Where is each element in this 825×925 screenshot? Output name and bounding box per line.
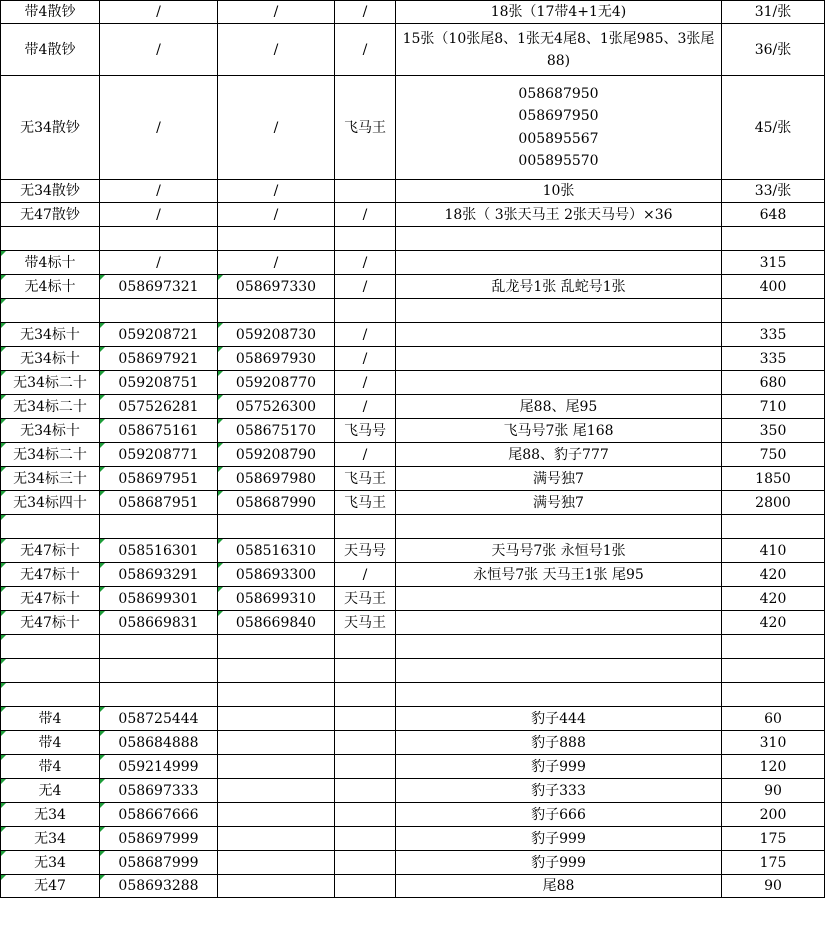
note-cell[interactable]: 尾88、尾95 xyxy=(396,395,722,419)
table-row xyxy=(1,467,825,491)
type-cell[interactable] xyxy=(1,299,100,323)
table-row xyxy=(1,76,825,180)
table-row xyxy=(1,443,825,467)
tag-cell[interactable]: / xyxy=(335,347,396,371)
note-cell[interactable]: 豹子999 xyxy=(396,755,722,779)
price-cell[interactable]: 90 xyxy=(722,875,825,898)
tag-cell[interactable] xyxy=(335,851,396,875)
type-cell[interactable]: 无34标十 xyxy=(1,347,100,371)
table-row xyxy=(1,180,825,203)
price-cell[interactable]: 315 xyxy=(722,251,825,275)
tag-cell[interactable] xyxy=(335,803,396,827)
table-row xyxy=(1,275,825,299)
type-cell[interactable]: 无34 xyxy=(1,827,100,851)
note-cell[interactable]: 豹子444 xyxy=(396,707,722,731)
type-cell[interactable]: 带4散钞 xyxy=(1,24,100,76)
end-serial-cell[interactable] xyxy=(218,851,335,875)
type-cell[interactable]: 无34散钞 xyxy=(1,180,100,203)
tag-cell[interactable] xyxy=(335,683,396,707)
start-serial-cell[interactable]: / xyxy=(100,203,218,227)
type-cell[interactable]: 无34标十 xyxy=(1,419,100,443)
end-serial-cell[interactable] xyxy=(218,875,335,898)
tag-cell[interactable] xyxy=(335,635,396,659)
type-cell[interactable]: 带4 xyxy=(1,707,100,731)
note-cell[interactable] xyxy=(396,347,722,371)
type-cell[interactable]: 无34散钞 xyxy=(1,76,100,180)
end-serial-cell[interactable]: 058675170 xyxy=(218,419,335,443)
price-cell[interactable]: 33/张 xyxy=(722,180,825,203)
type-cell[interactable]: 带4散钞 xyxy=(1,1,100,24)
type-cell[interactable]: 无47标十 xyxy=(1,611,100,635)
start-serial-cell[interactable]: 058669831 xyxy=(100,611,218,635)
end-serial-cell[interactable]: / xyxy=(218,180,335,203)
type-cell[interactable] xyxy=(1,227,100,251)
end-serial-cell[interactable] xyxy=(218,779,335,803)
price-cell[interactable] xyxy=(722,635,825,659)
end-serial-cell[interactable] xyxy=(218,659,335,683)
end-serial-cell[interactable]: 058697980 xyxy=(218,467,335,491)
note-cell[interactable]: 豹子999 xyxy=(396,827,722,851)
tag-cell[interactable]: / xyxy=(335,251,396,275)
type-cell[interactable]: 无47标十 xyxy=(1,539,100,563)
tag-cell[interactable]: / xyxy=(335,395,396,419)
note-cell[interactable] xyxy=(396,323,722,347)
price-cell[interactable]: 335 xyxy=(722,347,825,371)
price-cell[interactable] xyxy=(722,659,825,683)
table-row xyxy=(1,371,825,395)
tag-cell[interactable] xyxy=(335,755,396,779)
tag-cell[interactable] xyxy=(335,515,396,539)
table-row xyxy=(1,683,825,707)
start-serial-cell[interactable]: 058687951 xyxy=(100,491,218,515)
price-cell[interactable]: 36/张 xyxy=(722,24,825,76)
end-serial-cell[interactable]: / xyxy=(218,1,335,24)
end-serial-cell[interactable] xyxy=(218,731,335,755)
note-cell[interactable]: 豹子666 xyxy=(396,803,722,827)
note-cell[interactable] xyxy=(396,659,722,683)
tag-cell[interactable] xyxy=(335,707,396,731)
type-cell[interactable]: 无34标二十 xyxy=(1,395,100,419)
note-cell[interactable]: 18张（ 3张天马王 2张天马号）×36 xyxy=(396,203,722,227)
table-row xyxy=(1,827,825,851)
price-cell[interactable]: 400 xyxy=(722,275,825,299)
end-serial-cell[interactable]: 058699310 xyxy=(218,587,335,611)
note-cell[interactable] xyxy=(396,227,722,251)
end-serial-cell[interactable] xyxy=(218,827,335,851)
end-serial-cell[interactable] xyxy=(218,227,335,251)
end-serial-cell[interactable] xyxy=(218,515,335,539)
end-serial-cell[interactable] xyxy=(218,707,335,731)
tag-cell[interactable] xyxy=(335,180,396,203)
note-cell[interactable] xyxy=(396,683,722,707)
table-row xyxy=(1,803,825,827)
note-cell[interactable]: 尾88、豹子777 xyxy=(396,443,722,467)
note-cell[interactable]: 10张 xyxy=(396,180,722,203)
start-serial-cell[interactable]: 058725444 xyxy=(100,707,218,731)
table-row xyxy=(1,707,825,731)
start-serial-cell[interactable]: 058693291 xyxy=(100,563,218,587)
tag-cell[interactable]: / xyxy=(335,275,396,299)
tag-cell[interactable]: / xyxy=(335,24,396,76)
end-serial-cell[interactable] xyxy=(218,683,335,707)
tag-cell[interactable]: / xyxy=(335,1,396,24)
note-cell[interactable]: 豹子888 xyxy=(396,731,722,755)
table-row xyxy=(1,875,825,898)
type-cell[interactable] xyxy=(1,683,100,707)
price-cell[interactable]: 2800 xyxy=(722,491,825,515)
start-serial-cell[interactable]: 058697999 xyxy=(100,827,218,851)
price-cell[interactable] xyxy=(722,299,825,323)
end-serial-cell[interactable]: 058516310 xyxy=(218,539,335,563)
note-cell[interactable]: 永恒号7张 天马王1张 尾95 xyxy=(396,563,722,587)
price-cell[interactable]: 175 xyxy=(722,827,825,851)
price-cell[interactable]: 750 xyxy=(722,443,825,467)
end-serial-cell[interactable]: 059208770 xyxy=(218,371,335,395)
note-cell[interactable]: 飞马号7张 尾168 xyxy=(396,419,722,443)
start-serial-cell[interactable]: / xyxy=(100,1,218,24)
serial-list-item: 058697950 xyxy=(518,108,599,124)
price-cell[interactable]: 31/张 xyxy=(722,1,825,24)
serial-list-item: 058687950 xyxy=(518,85,599,102)
tag-cell[interactable]: / xyxy=(335,323,396,347)
tag-cell[interactable]: / xyxy=(335,443,396,467)
end-serial-cell[interactable]: 059208730 xyxy=(218,323,335,347)
note-cell[interactable]: 15张（10张尾8、1张无4尾8、1张尾985、3张尾88) xyxy=(396,24,722,76)
end-serial-cell[interactable]: 058687990 xyxy=(218,491,335,515)
type-cell[interactable]: 无34标十 xyxy=(1,323,100,347)
start-serial-cell[interactable]: 058693288 xyxy=(100,875,218,898)
price-cell[interactable] xyxy=(722,515,825,539)
end-serial-cell[interactable]: 058693300 xyxy=(218,563,335,587)
end-serial-cell[interactable]: / xyxy=(218,251,335,275)
start-serial-cell[interactable]: 059208721 xyxy=(100,323,218,347)
type-cell[interactable]: 无47散钞 xyxy=(1,203,100,227)
start-serial-cell[interactable] xyxy=(100,299,218,323)
end-serial-cell[interactable]: / xyxy=(218,24,335,76)
price-table-body xyxy=(1,1,825,898)
start-serial-cell[interactable]: / xyxy=(100,180,218,203)
price-cell[interactable]: 710 xyxy=(722,395,825,419)
table-row xyxy=(1,491,825,515)
tag-cell[interactable]: / xyxy=(335,203,396,227)
end-serial-cell[interactable]: 058697930 xyxy=(218,347,335,371)
tag-cell[interactable]: 天马王 xyxy=(335,587,396,611)
note-cell[interactable]: 满号独7 xyxy=(396,467,722,491)
end-serial-cell[interactable]: 058669840 xyxy=(218,611,335,635)
table-row xyxy=(1,323,825,347)
tag-cell[interactable] xyxy=(335,227,396,251)
start-serial-cell[interactable]: / xyxy=(100,24,218,76)
table-row xyxy=(1,779,825,803)
start-serial-cell[interactable]: 058699301 xyxy=(100,587,218,611)
price-cell[interactable]: 420 xyxy=(722,611,825,635)
note-cell[interactable]: 豹子333 xyxy=(396,779,722,803)
note-cell[interactable] xyxy=(396,76,722,180)
price-cell[interactable]: 60 xyxy=(722,707,825,731)
note-cell[interactable] xyxy=(396,635,722,659)
type-cell[interactable]: 无34 xyxy=(1,803,100,827)
table-row xyxy=(1,611,825,635)
tag-cell[interactable]: 飞马王 xyxy=(335,491,396,515)
start-serial-cell[interactable]: 059214999 xyxy=(100,755,218,779)
type-cell[interactable]: 无34标四十 xyxy=(1,491,100,515)
type-cell[interactable]: 无34标二十 xyxy=(1,443,100,467)
price-cell[interactable]: 45/张 xyxy=(722,76,825,180)
price-cell[interactable]: 310 xyxy=(722,731,825,755)
type-cell[interactable]: 无4标十 xyxy=(1,275,100,299)
end-serial-cell[interactable] xyxy=(218,755,335,779)
start-serial-cell[interactable]: 058697951 xyxy=(100,467,218,491)
price-cell[interactable]: 420 xyxy=(722,587,825,611)
table-row xyxy=(1,635,825,659)
tag-cell[interactable] xyxy=(335,875,396,898)
type-cell[interactable]: 无4 xyxy=(1,779,100,803)
price-cell[interactable] xyxy=(722,683,825,707)
end-serial-cell[interactable]: / xyxy=(218,203,335,227)
start-serial-cell[interactable]: 058516301 xyxy=(100,539,218,563)
start-serial-cell[interactable]: 058697321 xyxy=(100,275,218,299)
note-cell[interactable] xyxy=(396,251,722,275)
price-cell[interactable]: 335 xyxy=(722,323,825,347)
note-cell[interactable]: 满号独7 xyxy=(396,491,722,515)
note-cell[interactable]: 18张（17带4+1无4) xyxy=(396,1,722,24)
type-cell[interactable]: 无47标十 xyxy=(1,587,100,611)
price-cell[interactable]: 350 xyxy=(722,419,825,443)
note-cell[interactable] xyxy=(396,515,722,539)
table-row xyxy=(1,203,825,227)
note-cell[interactable] xyxy=(396,587,722,611)
type-cell[interactable]: 带4 xyxy=(1,755,100,779)
price-cell[interactable] xyxy=(722,227,825,251)
tag-cell[interactable] xyxy=(335,299,396,323)
table-row xyxy=(1,395,825,419)
tag-cell[interactable]: 天马号 xyxy=(335,539,396,563)
tag-cell[interactable]: 天马王 xyxy=(335,611,396,635)
start-serial-cell[interactable] xyxy=(100,635,218,659)
price-cell[interactable]: 120 xyxy=(722,755,825,779)
tag-cell[interactable]: / xyxy=(335,563,396,587)
start-serial-cell[interactable]: 059208771 xyxy=(100,443,218,467)
end-serial-cell[interactable]: 059208790 xyxy=(218,443,335,467)
start-serial-cell[interactable]: 058687999 xyxy=(100,851,218,875)
note-cell[interactable]: 乱龙号1张 乱蛇号1张 xyxy=(396,275,722,299)
end-serial-cell[interactable] xyxy=(218,299,335,323)
note-cell[interactable]: 天马号7张 永恒号1张 xyxy=(396,539,722,563)
tag-cell[interactable]: 飞马王 xyxy=(335,76,396,180)
tag-cell[interactable]: 飞马号 xyxy=(335,419,396,443)
table-row xyxy=(1,731,825,755)
price-cell[interactable]: 1850 xyxy=(722,467,825,491)
table-row xyxy=(1,251,825,275)
start-serial-cell[interactable]: 059208751 xyxy=(100,371,218,395)
type-cell[interactable]: 带4 xyxy=(1,731,100,755)
tag-cell[interactable] xyxy=(335,827,396,851)
tag-cell[interactable]: / xyxy=(335,371,396,395)
table-row xyxy=(1,563,825,587)
start-serial-cell[interactable]: 058684888 xyxy=(100,731,218,755)
note-cell[interactable]: 尾88 xyxy=(396,875,722,898)
end-serial-cell[interactable]: 058697330 xyxy=(218,275,335,299)
tag-cell[interactable]: 飞马王 xyxy=(335,467,396,491)
type-cell[interactable]: 无34标三十 xyxy=(1,467,100,491)
table-row xyxy=(1,347,825,371)
table-row xyxy=(1,227,825,251)
table-row xyxy=(1,755,825,779)
table-row xyxy=(1,299,825,323)
serial-list-item: 005895570 xyxy=(518,153,599,169)
note-cell[interactable]: 豹子999 xyxy=(396,851,722,875)
table-row xyxy=(1,539,825,563)
price-cell[interactable]: 410 xyxy=(722,539,825,563)
start-serial-cell[interactable]: / xyxy=(100,251,218,275)
end-serial-cell[interactable]: 057526300 xyxy=(218,395,335,419)
table-row xyxy=(1,24,825,76)
table-row xyxy=(1,419,825,443)
tag-cell[interactable] xyxy=(335,779,396,803)
tag-cell[interactable] xyxy=(335,659,396,683)
start-serial-cell[interactable]: 058667666 xyxy=(100,803,218,827)
serial-list-item: 005895567 xyxy=(518,130,599,147)
note-cell[interactable] xyxy=(396,611,722,635)
price-cell[interactable]: 90 xyxy=(722,779,825,803)
type-cell[interactable]: 带4标十 xyxy=(1,251,100,275)
tag-cell[interactable] xyxy=(335,731,396,755)
start-serial-cell[interactable]: 058697921 xyxy=(100,347,218,371)
type-cell[interactable] xyxy=(1,635,100,659)
type-cell[interactable]: 无34 xyxy=(1,851,100,875)
table-row xyxy=(1,1,825,24)
type-cell[interactable]: 无47标十 xyxy=(1,563,100,587)
price-cell[interactable]: 648 xyxy=(722,203,825,227)
type-cell[interactable]: 无34标二十 xyxy=(1,371,100,395)
type-cell[interactable]: 无47 xyxy=(1,875,100,898)
start-serial-cell[interactable] xyxy=(100,515,218,539)
start-serial-cell[interactable] xyxy=(100,659,218,683)
type-cell[interactable] xyxy=(1,515,100,539)
table-row xyxy=(1,851,825,875)
end-serial-cell[interactable]: / xyxy=(218,76,335,180)
end-serial-cell[interactable] xyxy=(218,635,335,659)
table-row xyxy=(1,587,825,611)
start-serial-cell[interactable] xyxy=(100,227,218,251)
price-cell[interactable]: 680 xyxy=(722,371,825,395)
price-cell[interactable]: 200 xyxy=(722,803,825,827)
table-row xyxy=(1,659,825,683)
start-serial-cell[interactable]: 057526281 xyxy=(100,395,218,419)
table-row xyxy=(1,515,825,539)
start-serial-cell[interactable] xyxy=(100,683,218,707)
note-cell[interactable] xyxy=(396,371,722,395)
end-serial-cell[interactable] xyxy=(218,803,335,827)
start-serial-cell[interactable]: 058697333 xyxy=(100,779,218,803)
price-cell[interactable]: 420 xyxy=(722,563,825,587)
start-serial-cell[interactable]: / xyxy=(100,76,218,180)
type-cell[interactable] xyxy=(1,659,100,683)
note-cell[interactable] xyxy=(396,299,722,323)
price-cell[interactable]: 175 xyxy=(722,851,825,875)
start-serial-cell[interactable]: 058675161 xyxy=(100,419,218,443)
